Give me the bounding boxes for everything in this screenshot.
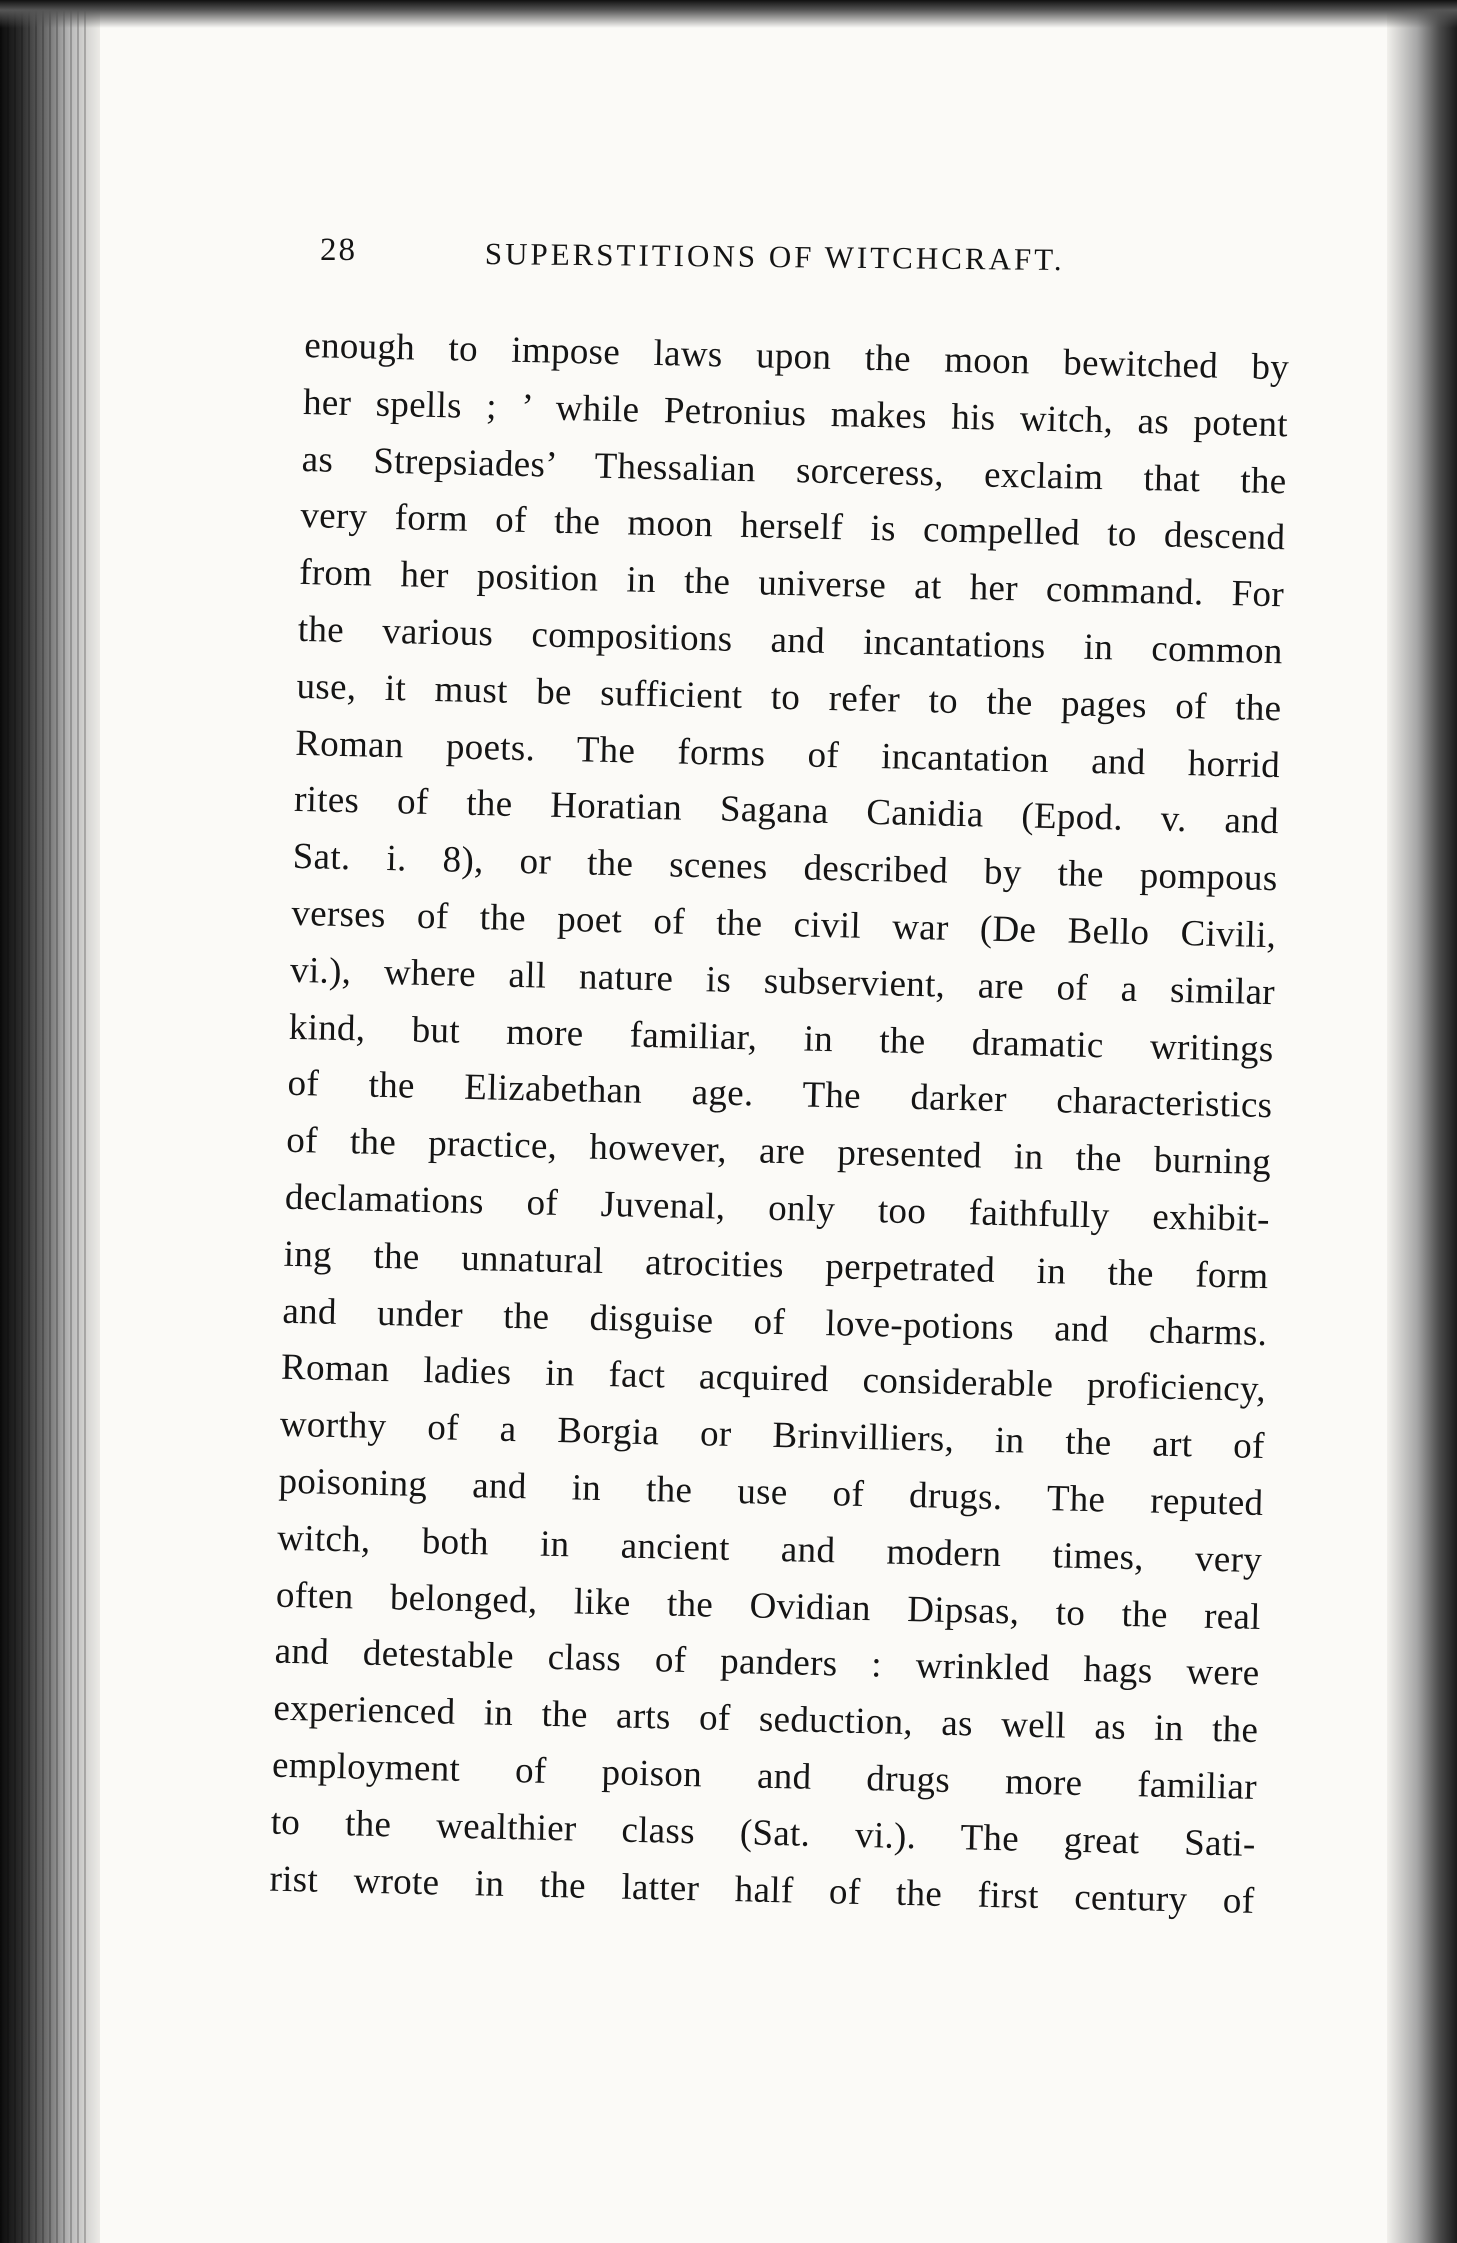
book-binding-texture — [0, 0, 90, 2243]
text-line: of the practice, however, are presented in the burning — [285, 1119, 1272, 1184]
text-line: rites of the Horatian Sagana Canidia (Epod. v. and — [293, 779, 1280, 843]
text-line: kind, but more familiar, in the dramatic writings — [288, 1006, 1275, 1070]
page-number: 28 — [320, 232, 357, 268]
text-line: vi.), where all nature is subservient, are of a similar — [289, 949, 1276, 1013]
text-line: poisoning and in the use of drugs. The reputed — [278, 1460, 1264, 1524]
text-line: her spells ; ’ while Petronius makes his witch, as potent — [302, 381, 1289, 446]
text-line: declamations of Juvenal, only too faithfully exhibit- — [284, 1176, 1271, 1241]
text-line: the various compositions and incantations in common — [297, 608, 1284, 673]
text-line: and under the disguise of love-potions and charms. — [282, 1290, 1268, 1354]
text-line: witch, both in ancient and modern times, very — [276, 1517, 1263, 1581]
text-line: rist wrote in the latter half of the first century of — [269, 1858, 1255, 1922]
page-top-shadow — [0, 0, 1457, 28]
text-line: verses of the poet of the civil war (De Bello Civili, — [291, 892, 1277, 957]
text-line: experienced in the arts of seduction, as well as in the — [272, 1687, 1259, 1752]
page-edge-shadow — [1387, 0, 1457, 2243]
text-line: often belonged, like the Ovidian Dipsas, to the real — [275, 1574, 1262, 1638]
text-line: Sat. i. 8), or the scenes described by the pompous — [292, 836, 1278, 900]
text-line: as Strepsiades’ Thessalian sorceress, exclaim that the — [301, 438, 1288, 502]
text-line: Roman ladies in fact acquired considerable proficiency, — [280, 1347, 1267, 1411]
text-line: use, it must be sufficient to refer to the pages of the — [296, 665, 1282, 730]
text-line: from her position in the universe at her command. For — [298, 552, 1285, 616]
body-text — [269, 318, 1290, 1930]
text-line: to the wealthier class (Sat. vi.). The great Sati- — [270, 1801, 1257, 1865]
text-line: ing the unnatural atrocities perpetrated in the form — [283, 1233, 1269, 1297]
running-head — [320, 232, 1220, 292]
text-line: employment of poison and drugs more familiar — [271, 1744, 1258, 1808]
text-line: worthy of a Borgia or Brinvilliers, in the art of — [279, 1403, 1266, 1468]
text-line: and detestable class of panders : wrinkled hags were — [274, 1630, 1260, 1695]
text-line: very form of the moon herself is compelled to descend — [300, 495, 1286, 559]
running-head-title: SUPERSTITIONS OF WITCHCRAFT. — [484, 236, 1065, 278]
text-line: enough to impose laws upon the moon bewitched by — [303, 324, 1290, 389]
text-line: of the Elizabethan age. The darker characteristics — [287, 1063, 1273, 1127]
text-line: Roman poets. The forms of incantation and horrid — [294, 722, 1281, 786]
